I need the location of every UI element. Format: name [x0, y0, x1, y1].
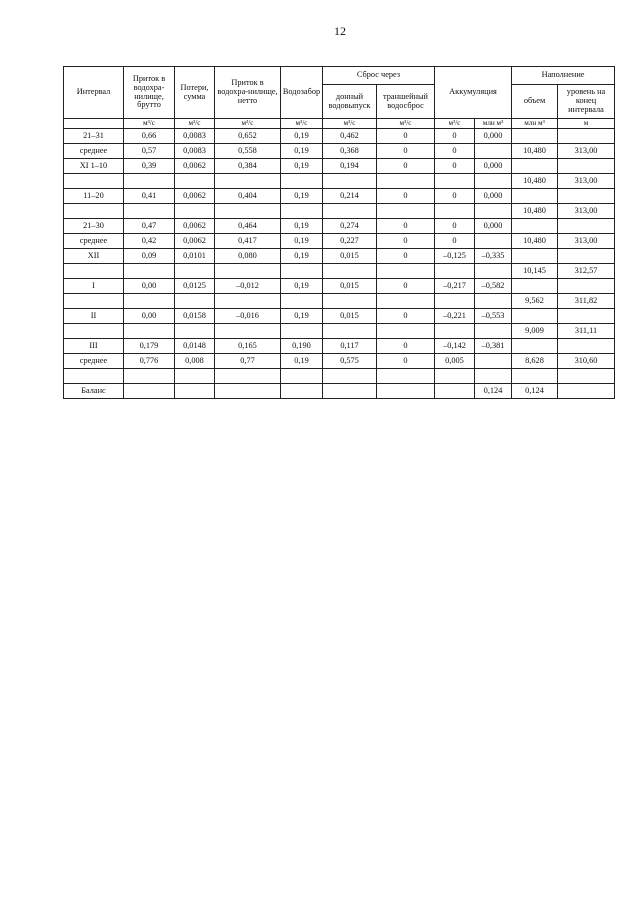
- table-cell: [512, 129, 558, 144]
- table-cell: 0,005: [435, 354, 475, 369]
- row-label-cell: II: [64, 309, 124, 324]
- table-cell: 0,19: [281, 189, 323, 204]
- table-row: [64, 294, 615, 309]
- table-cell: [377, 324, 435, 339]
- table-cell: 0: [377, 219, 435, 234]
- table-row: [64, 354, 615, 369]
- table-cell: 0,0062: [175, 189, 215, 204]
- table-cell: 9,562: [512, 294, 558, 309]
- table-cell: [215, 324, 281, 339]
- table-cell: –0,142: [435, 339, 475, 354]
- table-cell: 0,015: [323, 279, 377, 294]
- unit-cell: м³/с: [215, 119, 281, 129]
- table-cell: 0,57: [124, 144, 175, 159]
- table-row: [64, 159, 615, 174]
- table-row: [64, 324, 615, 339]
- table-cell: 313,00: [558, 144, 615, 159]
- unit-cell: м³/с: [175, 119, 215, 129]
- table-cell: 0,558: [215, 144, 281, 159]
- table-cell: 0,462: [323, 129, 377, 144]
- row-label-cell: среднее: [64, 234, 124, 249]
- table-cell: [124, 294, 175, 309]
- unit-cell: м³/с: [323, 119, 377, 129]
- table-cell: [475, 324, 512, 339]
- table-cell: [558, 339, 615, 354]
- table-cell: 0,19: [281, 309, 323, 324]
- units-row: [64, 119, 615, 129]
- unit-cell-empty: [64, 119, 124, 129]
- header-row-1: [64, 67, 615, 85]
- table-cell: [435, 324, 475, 339]
- table-cell: [558, 249, 615, 264]
- table-cell: 0,19: [281, 354, 323, 369]
- page-number: 12: [334, 24, 346, 38]
- table-cell: 0,77: [215, 354, 281, 369]
- table-cell: 0,000: [475, 219, 512, 234]
- table-cell: 0,080: [215, 249, 281, 264]
- header-inflow-net: Приток в водохра-нилище, нетто: [215, 67, 281, 119]
- header-discharge-via: Сброс через: [323, 67, 435, 85]
- table-cell: [435, 369, 475, 384]
- table-cell: [512, 249, 558, 264]
- table-cell: –0,381: [475, 339, 512, 354]
- row-label-cell: [64, 264, 124, 279]
- table-cell: 0,214: [323, 189, 377, 204]
- table-cell: [435, 384, 475, 399]
- table-cell: [323, 264, 377, 279]
- table-cell: 0,41: [124, 189, 175, 204]
- table-cell: 0,0062: [175, 219, 215, 234]
- header-losses: Потери, сумма: [175, 67, 215, 119]
- header-level-end: уровень на конец интервала: [558, 85, 615, 119]
- table-cell: [281, 324, 323, 339]
- table-cell: [558, 369, 615, 384]
- table-cell: [323, 174, 377, 189]
- row-label-cell: III: [64, 339, 124, 354]
- table-cell: [512, 339, 558, 354]
- table-cell: 0,124: [512, 384, 558, 399]
- table-cell: 0: [377, 144, 435, 159]
- table-cell: [377, 204, 435, 219]
- table-cell: [435, 264, 475, 279]
- table-cell: [558, 219, 615, 234]
- table-cell: 0,404: [215, 189, 281, 204]
- table-cell: 0,0158: [175, 309, 215, 324]
- table-cell: 0: [377, 159, 435, 174]
- header-volume: объем: [512, 85, 558, 119]
- header-accumulation: Аккумуляция: [435, 67, 512, 119]
- table-cell: 0,42: [124, 234, 175, 249]
- table-cell: 0: [377, 339, 435, 354]
- table-row: [64, 384, 615, 399]
- table-cell: 313,00: [558, 174, 615, 189]
- unit-cell: м³/с: [377, 119, 435, 129]
- table-cell: 0,09: [124, 249, 175, 264]
- table-cell: 0,000: [475, 129, 512, 144]
- table-cell: [281, 294, 323, 309]
- row-label-cell: XI 1–10: [64, 159, 124, 174]
- table-cell: 311,82: [558, 294, 615, 309]
- table-cell: [215, 264, 281, 279]
- table-cell: 0,19: [281, 129, 323, 144]
- table-cell: –0,125: [435, 249, 475, 264]
- table-cell: [558, 384, 615, 399]
- table-cell: 0: [435, 144, 475, 159]
- table-cell: 311,11: [558, 324, 615, 339]
- table-cell: 10,480: [512, 204, 558, 219]
- row-label-cell: I: [64, 279, 124, 294]
- table-cell: 0,19: [281, 279, 323, 294]
- table-cell: –0,217: [435, 279, 475, 294]
- table-cell: 313,00: [558, 234, 615, 249]
- table-cell: 0,165: [215, 339, 281, 354]
- table-cell: 0: [377, 129, 435, 144]
- row-label-cell: 21–30: [64, 219, 124, 234]
- table-cell: 0,0148: [175, 339, 215, 354]
- table-cell: [124, 324, 175, 339]
- table-cell: 9,009: [512, 324, 558, 339]
- table-cell: [124, 264, 175, 279]
- table-cell: 0,190: [281, 339, 323, 354]
- table-cell: [435, 174, 475, 189]
- table-cell: 10,480: [512, 144, 558, 159]
- table-cell: [124, 369, 175, 384]
- table-cell: 0,0083: [175, 129, 215, 144]
- table-cell: [323, 384, 377, 399]
- table-cell: [512, 369, 558, 384]
- table-cell: 0,0125: [175, 279, 215, 294]
- unit-cell: м³/с: [435, 119, 475, 129]
- table-cell: [377, 264, 435, 279]
- table-row: [64, 339, 615, 354]
- table-cell: [377, 294, 435, 309]
- table-cell: 0,19: [281, 249, 323, 264]
- reservoir-balance-table: [63, 66, 615, 399]
- table-cell: [281, 369, 323, 384]
- table-cell: [558, 309, 615, 324]
- table-cell: [558, 159, 615, 174]
- row-label-cell: [64, 174, 124, 189]
- row-label-cell: XII: [64, 249, 124, 264]
- table-cell: [512, 279, 558, 294]
- table-cell: 0,0083: [175, 144, 215, 159]
- table-row: [64, 249, 615, 264]
- table-row: [64, 279, 615, 294]
- table-cell: 0,015: [323, 249, 377, 264]
- table-cell: 0: [435, 159, 475, 174]
- table-cell: 0,19: [281, 219, 323, 234]
- table-cell: –0,553: [475, 309, 512, 324]
- table-cell: [435, 294, 475, 309]
- row-label-cell: [64, 294, 124, 309]
- table-cell: [475, 354, 512, 369]
- table-cell: 0,19: [281, 234, 323, 249]
- table-cell: 0: [435, 129, 475, 144]
- table-cell: 0,652: [215, 129, 281, 144]
- table-cell: [175, 324, 215, 339]
- table-row: [64, 144, 615, 159]
- table-row: [64, 204, 615, 219]
- row-label-cell: среднее: [64, 144, 124, 159]
- table-cell: [124, 204, 175, 219]
- table-cell: –0,582: [475, 279, 512, 294]
- unit-cell: м: [558, 119, 615, 129]
- table-cell: 10,480: [512, 234, 558, 249]
- row-label-cell: [64, 369, 124, 384]
- table-cell: 0,384: [215, 159, 281, 174]
- table-cell: 0,179: [124, 339, 175, 354]
- table-cell: [175, 264, 215, 279]
- table-cell: [124, 174, 175, 189]
- table-cell: 10,480: [512, 174, 558, 189]
- table-cell: 0,19: [281, 159, 323, 174]
- table-cell: 0,39: [124, 159, 175, 174]
- table-cell: [558, 129, 615, 144]
- table-cell: 0,227: [323, 234, 377, 249]
- header-filling: Наполнение: [512, 67, 615, 85]
- table-cell: [323, 294, 377, 309]
- table-cell: 0,368: [323, 144, 377, 159]
- table-cell: –0,016: [215, 309, 281, 324]
- table-cell: 0,575: [323, 354, 377, 369]
- table-cell: 0,0062: [175, 234, 215, 249]
- table-cell: –0,221: [435, 309, 475, 324]
- row-label-cell: [64, 324, 124, 339]
- table-cell: [435, 204, 475, 219]
- row-label-cell: Баланс: [64, 384, 124, 399]
- row-label-cell: 11–20: [64, 189, 124, 204]
- table-cell: 0,47: [124, 219, 175, 234]
- table-cell: 0,015: [323, 309, 377, 324]
- table-cell: [175, 294, 215, 309]
- table-cell: [215, 294, 281, 309]
- table-row: [64, 234, 615, 249]
- table-cell: [323, 324, 377, 339]
- table-cell: 0,417: [215, 234, 281, 249]
- table-cell: [215, 174, 281, 189]
- row-label-cell: 21–31: [64, 129, 124, 144]
- table-row: [64, 129, 615, 144]
- row-label-cell: [64, 204, 124, 219]
- table-row: [64, 174, 615, 189]
- table-cell: [512, 159, 558, 174]
- table-row: [64, 369, 615, 384]
- table-row: [64, 264, 615, 279]
- table-cell: [175, 384, 215, 399]
- table-cell: [124, 384, 175, 399]
- table-cell: 0,274: [323, 219, 377, 234]
- table-cell: [377, 369, 435, 384]
- table-cell: [281, 384, 323, 399]
- table-cell: [475, 234, 512, 249]
- table-row: [64, 189, 615, 204]
- table-cell: 0,19: [281, 144, 323, 159]
- table-cell: [377, 384, 435, 399]
- table-cell: [175, 204, 215, 219]
- table-cell: 10,145: [512, 264, 558, 279]
- table-cell: [281, 204, 323, 219]
- table-cell: [512, 189, 558, 204]
- header-water-intake: Водозабор: [281, 67, 323, 119]
- table-cell: 0: [435, 234, 475, 249]
- table-cell: 0: [377, 354, 435, 369]
- table-cell: [281, 264, 323, 279]
- unit-cell: млн м³: [475, 119, 512, 129]
- header-bottom-outlet: донный водовыпуск: [323, 85, 377, 119]
- table-cell: [475, 204, 512, 219]
- table-cell: 0,117: [323, 339, 377, 354]
- unit-cell: м³/с: [281, 119, 323, 129]
- table-row: [64, 219, 615, 234]
- table-cell: 0,776: [124, 354, 175, 369]
- table-body: [64, 67, 615, 399]
- table-cell: [512, 309, 558, 324]
- table-cell: [558, 279, 615, 294]
- table-cell: 0,464: [215, 219, 281, 234]
- table-cell: 0,66: [124, 129, 175, 144]
- table-cell: [475, 294, 512, 309]
- table-cell: 0,00: [124, 279, 175, 294]
- table-cell: [475, 369, 512, 384]
- table-cell: 0: [435, 219, 475, 234]
- table-cell: 0,194: [323, 159, 377, 174]
- table-cell: [281, 174, 323, 189]
- table-cell: 0,124: [475, 384, 512, 399]
- table-cell: 0: [377, 279, 435, 294]
- table-cell: 0,008: [175, 354, 215, 369]
- table-cell: 0,0101: [175, 249, 215, 264]
- table-cell: [215, 204, 281, 219]
- table-cell: 312,57: [558, 264, 615, 279]
- table-cell: 0,000: [475, 159, 512, 174]
- table-cell: [377, 174, 435, 189]
- table-cell: [323, 204, 377, 219]
- table-cell: [475, 264, 512, 279]
- table-cell: [215, 369, 281, 384]
- table-cell: [215, 384, 281, 399]
- table-cell: 0,000: [475, 189, 512, 204]
- header-trench-spillway: траншейный водосброс: [377, 85, 435, 119]
- table-cell: [175, 369, 215, 384]
- table-cell: [512, 219, 558, 234]
- unit-cell: млн м³: [512, 119, 558, 129]
- table-cell: 0: [377, 234, 435, 249]
- table-cell: 8,628: [512, 354, 558, 369]
- table-cell: 0: [377, 309, 435, 324]
- table-cell: 313,00: [558, 204, 615, 219]
- table-cell: 0: [435, 189, 475, 204]
- table-cell: 0,0062: [175, 159, 215, 174]
- table-cell: 0: [377, 249, 435, 264]
- table-cell: [175, 174, 215, 189]
- table-cell: [475, 174, 512, 189]
- table-cell: 310,60: [558, 354, 615, 369]
- table-cell: 0,00: [124, 309, 175, 324]
- table-cell: 0: [377, 189, 435, 204]
- table-cell: –0,335: [475, 249, 512, 264]
- table-row: [64, 309, 615, 324]
- header-inflow-gross: Приток в водохра-нилище, брутто: [124, 67, 175, 119]
- unit-cell: м³/с: [124, 119, 175, 129]
- table-cell: [558, 189, 615, 204]
- row-label-cell: среднее: [64, 354, 124, 369]
- table-cell: –0,012: [215, 279, 281, 294]
- header-interval: Интервал: [64, 67, 124, 119]
- table-cell: [475, 144, 512, 159]
- table-cell: [323, 369, 377, 384]
